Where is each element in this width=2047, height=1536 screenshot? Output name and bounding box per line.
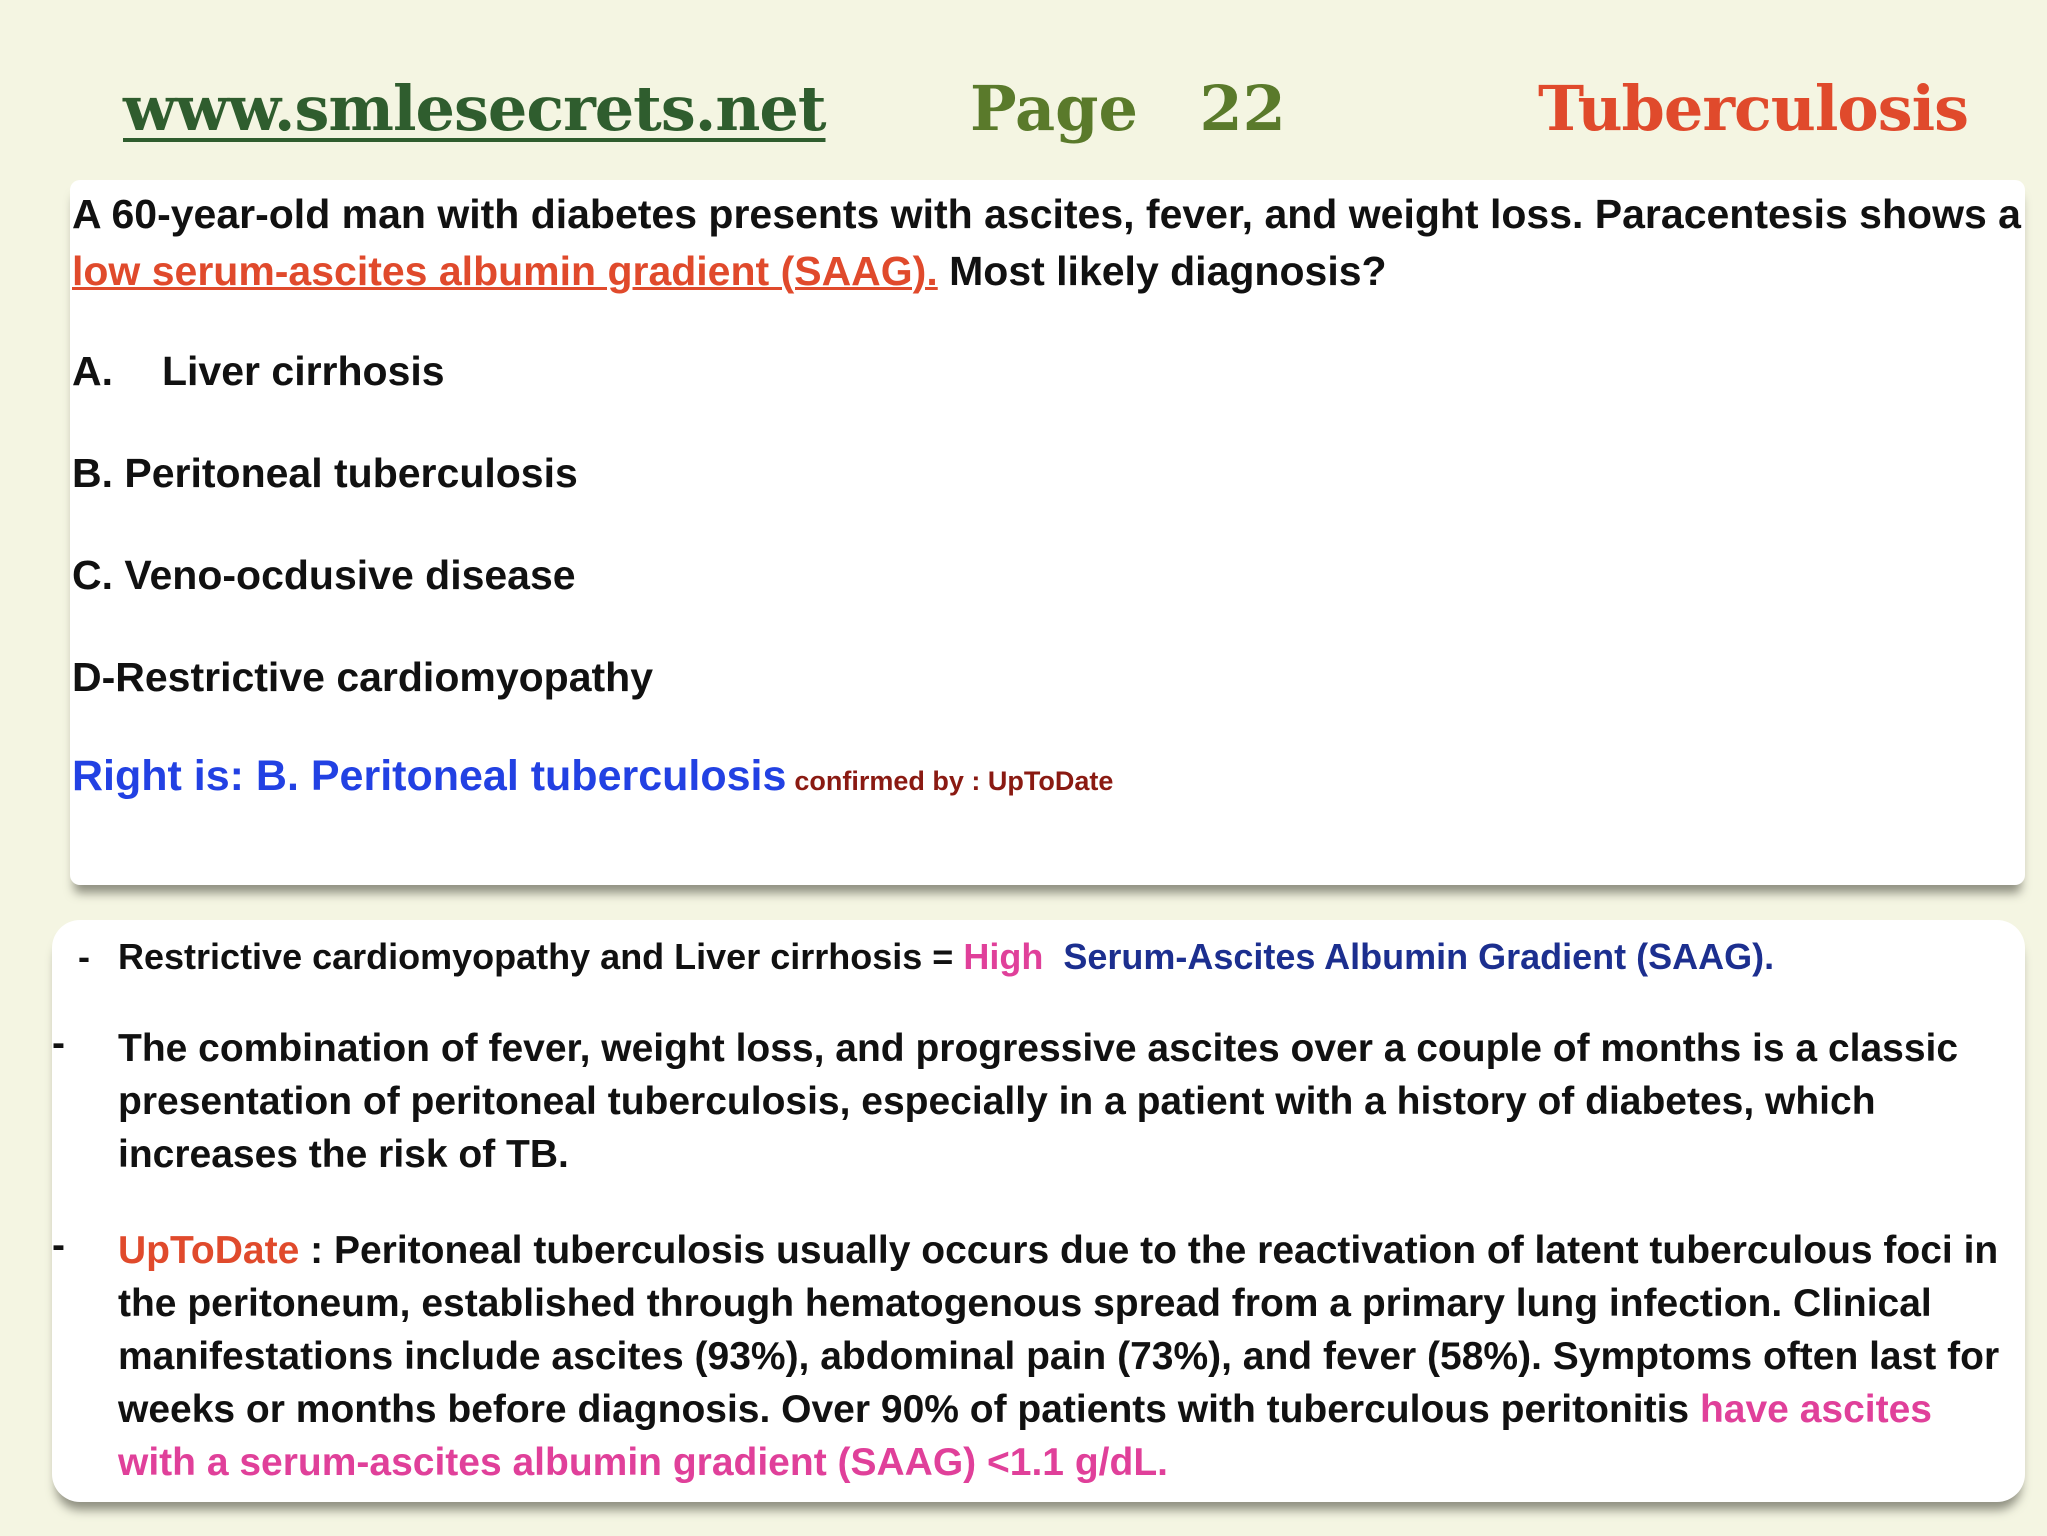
question-stem-text: A 60-year-old man with diabetes presents with ascites, fever, and weight loss. Paracentesis shows a xyxy=(72,191,2021,237)
option-a-text: Liver cirrhosis xyxy=(162,348,445,394)
row1-high: High xyxy=(963,936,1044,977)
option-c: C. Veno-ocdusive disease xyxy=(72,552,576,598)
question-stem-end: Most likely diagnosis? xyxy=(937,248,1387,294)
option-b: B. Peritoneal tuberculosis xyxy=(72,450,578,496)
topic-title: Tuberculosis xyxy=(1538,72,1969,145)
explanation-paragraph-2: The combination of fever, weight loss, and progressive ascites over a couple of months is a classic presentation of peritoneal tuberculosis, especially in a patient with a history of diabetes, which increases the risk of TB. xyxy=(118,1027,1959,1176)
question-stem xyxy=(72,186,2022,300)
option-a-letter: A. xyxy=(72,348,113,394)
row1-saag: Serum-Ascites Albumin Gradient (SAAG). xyxy=(1063,936,1775,977)
page-header xyxy=(0,72,2047,162)
page-number: Page 22 xyxy=(970,72,1286,145)
bullet-dash-1: - xyxy=(78,936,90,977)
bullet-dash-2: - xyxy=(52,1022,65,1065)
answer-text: Right is: B. Peritoneal tuberculosis xyxy=(72,752,787,800)
correct-answer xyxy=(72,752,1113,801)
site-link[interactable]: www.smlesecrets.net xyxy=(123,72,826,145)
para3-highlight: have ascites with a serum-ascites albumin gradient (SAAG) <1.1 g/dL. xyxy=(118,1388,1932,1484)
answer-source: confirmed by : UpToDate xyxy=(794,766,1114,796)
option-d: D-Restrictive cardiomyopathy xyxy=(72,654,654,700)
explanation-row-1 xyxy=(118,936,1774,978)
uptodate-source: UpToDate xyxy=(118,1229,300,1272)
option-a xyxy=(72,348,445,395)
bullet-dash-3: - xyxy=(52,1224,65,1267)
question-stem-highlight: low serum-ascites albumin gradient (SAAG). xyxy=(72,248,938,294)
explanation-paragraph-3 xyxy=(118,1224,2018,1489)
para3-text: : Peritoneal tuberculosis usually occurs due to the reactivation of latent tuberculous foci in the peritoneum, established through hematogenous spread from a primary lung infection. Clinical manifestations include ascites (93%), abdominal pain (73%), and fever (58%). Symptoms often last for weeks or months before diagnosis. Over 90% of patients with tuberculous peritonitis xyxy=(118,1229,2000,1431)
row1-text: Restrictive cardiomyopathy and Liver cirrhosis = xyxy=(118,936,964,977)
